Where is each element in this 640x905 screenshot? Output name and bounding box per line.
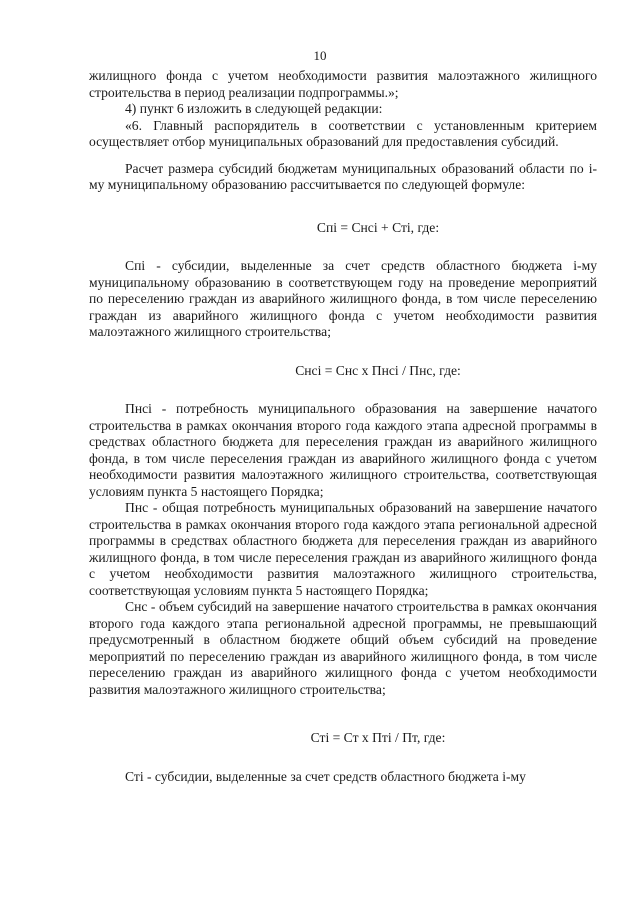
formula-sti: Стi = Ст х Птi / Пт, где: [310, 730, 446, 745]
definition-sns: Снс - объем субсидий на завершение начатого строительства в рамках окончания второго года каждого этапа региональной адресной программы, не превышающий предусмотренный в областном бюджете общий объем субсидий на проведение мероприятий по переселению граждан из аварийного жилищного фонда, в том числе переселению граждан из аварийного жилищного фонда с учетом необходимости развития малоэтажного жилищного строительства; [89, 599, 597, 697]
definition-pns: Пнс - общая потребность муниципальных образований на завершение начатого строительства в рамках окончания второго года каждого этапа региональной адресной программы в средствах областного бюджета для переселения граждан из аварийного жилищного фонда, в том числе переселения граждан из аварийного жилищного фонда с учетом необходимости развития малоэтажного жилищного строительства, соответствующая условиям пункта 5 настоящего Порядка; [89, 500, 597, 598]
paragraph-calculation-intro: Расчет размера субсидий бюджетам муниципальных образований области по i-му муниципальному образованию рассчитывается по следующей формуле: [89, 160, 597, 192]
definition-pnsi: Пнсi - потребность муниципального образования на завершение начатого строительства в рамках окончания второго года каждого этапа адресной программы в средствах областного бюджета для переселения граждан из аварийного жилищного фонда, в том числе переселения граждан из аварийного жилищного фонда с учетом необходимости развития малоэтажного жилищного строительства, соответствующая условиям пункта 5 настоящего Порядка; [89, 401, 597, 499]
formula-total-subsidy: Спi = Снсi + Стi, где: [316, 219, 440, 235]
paragraph-continuation: жилищного фонда с учетом необходимости развития малоэтажного жилищного строительства в период реализации подпрограммы.»; [89, 68, 597, 100]
document-body [89, 68, 597, 785]
page-number: 10 [313, 48, 327, 63]
paragraph-item-4: 4) пункт 6 изложить в следующей редакции: [125, 101, 383, 116]
definition-sti: Стi - субсидии, выделенные за счет средств областного бюджета i-му [125, 768, 526, 784]
definition-spi: Спi - субсидии, выделенные за счет средств областного бюджета i-му муниципальному образованию в соответствующем году на проведение мероприятий по переселению граждан из аварийного жилищного фонда, в том числе переселению граждан из аварийного жилищного фонда с учетом необходимости развития малоэтажного жилищного строительства; [89, 258, 597, 339]
formula-snsi: Снсi = Снс х Пнсi / Пнс, где: [295, 362, 461, 378]
paragraph-clause-6: «6. Главный распорядитель в соответствии с установленным критерием осуществляет отбор муниципальных образований для предоставления субсидий. [89, 117, 597, 149]
